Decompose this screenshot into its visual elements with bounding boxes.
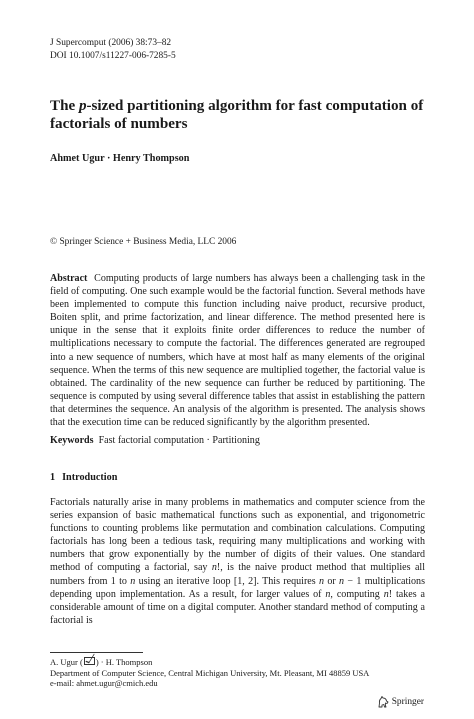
math-variable: n [211, 562, 217, 574]
intro-text: ! takes a considerable amount of time on a digital computer. Another standard method of computing a factorial is [50, 588, 425, 626]
math-variable: n [130, 575, 136, 587]
abstract-label: Abstract [50, 273, 88, 284]
author-affiliation [50, 657, 369, 689]
keywords-text: Fast factorial computation · Partitioning [98, 435, 260, 446]
author-list: Ahmet Ugur · Henry Thompson [50, 153, 190, 164]
journal-doi: DOI 10.1007/s11227-006-7285-5 [50, 50, 176, 61]
abstract-text: Computing products of large numbers has always been a challenging task in the field of computing. One such example would be the factorial function. Several methods have been implemented to compute this function including naive product, recursive product, Boiten split, and prime factorization, and linear difference. The method presented here is unique in the sense that it exploits finite order differences to reduce the number of multiplications necessary to compute the factorial. The differences generated are regrouped into a new sequence of numbers, which have at most half as many elements of the original sequence. When the terms of this new sequence are multiplied together, the factorial value is obtained. The cardinality of the new sequence can further be reduced by partitioning. The sequence is computed by using several difference tables that assist in establishing the pattern that determines the sequence. An analysis of the algorithm is presented. The analysis shows that the execution time can be reduced significantly by the algorithm presented. [50, 273, 425, 429]
springer-horse-icon [376, 695, 390, 709]
journal-citation: J Supercomput (2006) 38:73–82 [50, 38, 172, 48]
copyright-notice: © Springer Science + Business Media, LLC 2006 [50, 237, 237, 247]
footnote-email: e-mail: ahmet.ugur@cmich.edu [50, 678, 158, 689]
section-heading [50, 472, 117, 483]
math-variable: n [318, 575, 325, 587]
title-part-2: -sized partitioning algorithm for fast computation of factorials of numbers [50, 98, 424, 133]
springer-wordmark: Springer [391, 697, 424, 707]
math-variable: n [325, 588, 331, 600]
math-variable: n [383, 588, 389, 600]
title-p-variable: p [78, 98, 87, 114]
abstract [50, 272, 425, 429]
intro-text: or [324, 575, 340, 587]
keywords-label: Keywords [50, 435, 94, 446]
paper-title [50, 97, 430, 134]
section-number: 1 [50, 472, 56, 483]
publisher-logo [376, 695, 424, 709]
intro-text: !, is the naive product method that multiplies all numbers from 1 to [50, 562, 425, 587]
section-title: Introduction [62, 472, 118, 483]
intro-text: using an iterative loop [1, 2]. This requires [135, 575, 319, 587]
footnote-authors [50, 657, 369, 668]
keywords [50, 434, 425, 447]
intro-text: − 1 multiplications depending upon implementation. As a result, for larger values of [50, 575, 425, 600]
intro-text: , computing [330, 588, 384, 600]
footnote-rule [50, 652, 143, 653]
envelope-icon [84, 657, 95, 665]
footnote-author-b: ) · H. Thompson [95, 657, 153, 667]
journal-header [50, 37, 176, 62]
footnote-author-a: A. Ugur ( [50, 657, 83, 667]
footnote-department: Department of Computer Science, Central Michigan University, Mt. Pleasant, MI 48859 USA [50, 667, 370, 678]
intro-text: Factorials naturally arise in many problems in mathematics and computer science from the series expansion of basic mathematical functions such as exponential, and trigonometric functions to counting problems like permutation and combination calculations. Computing factorials has long been a tedious task, requiring many multiplications and working with numbers that grow exponentially by the number of digits of their values. One standard method of computing a factorial, say [50, 497, 425, 574]
math-variable: n [339, 575, 345, 587]
title-part-1: The [50, 98, 79, 114]
introduction-paragraph [50, 496, 425, 627]
